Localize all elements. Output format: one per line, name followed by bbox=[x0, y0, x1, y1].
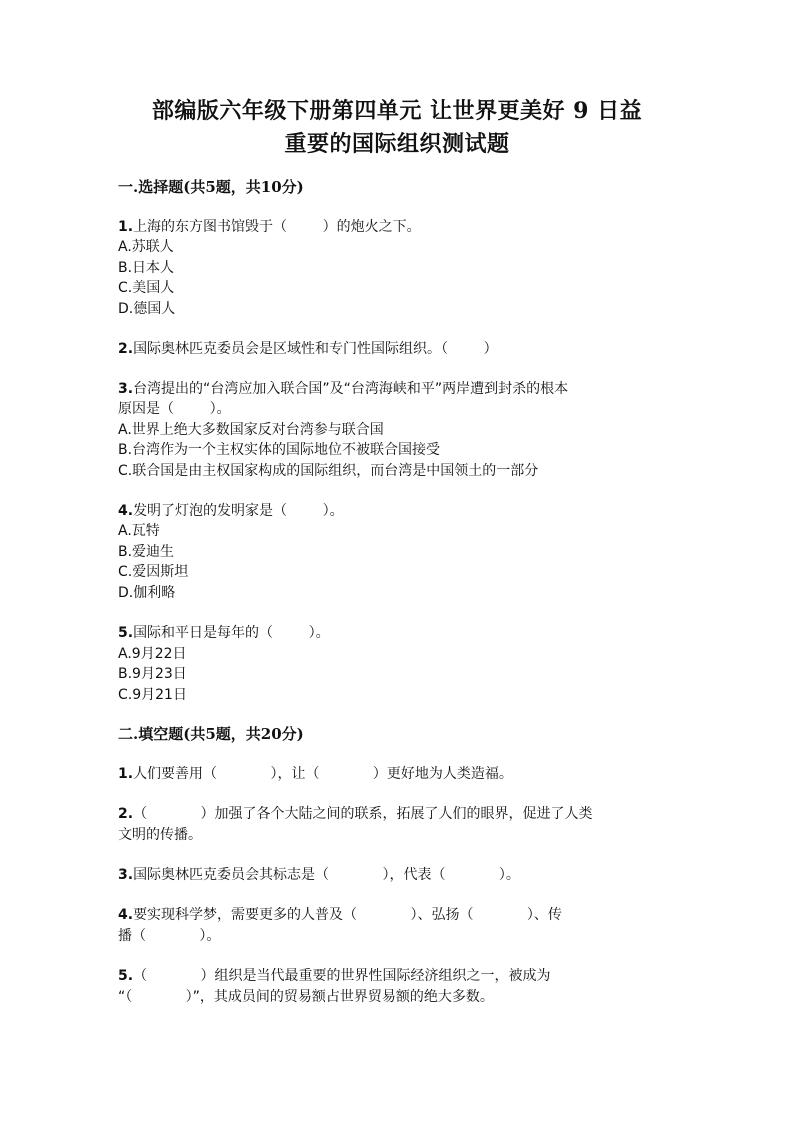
question-text: 发明了灯泡的发明家是（ ）。 bbox=[133, 503, 344, 519]
question-text: （ ）组织是当代最重要的世界性国际经济组织之一，被成为 bbox=[133, 968, 551, 984]
question-number: 5. bbox=[118, 625, 134, 641]
question-text-continued: “（ ）”，其成员间的贸易额占世界贸易额的绝大多数。 bbox=[118, 989, 494, 1005]
question-1-5 bbox=[118, 623, 678, 643]
page-title-line-1: 部编版六年级下册第四单元 让世界更美好 9 日益 bbox=[151, 98, 643, 124]
question-1-3 bbox=[118, 379, 678, 399]
question-number: 5. bbox=[118, 968, 134, 984]
page-title-line-2: 重要的国际组织测试题 bbox=[284, 131, 510, 157]
question-text: 要实现科学梦，需要更多的人普及（ ）、弘扬（ ）、传 bbox=[133, 907, 562, 923]
question-text-continued: 播（ ）。 bbox=[118, 928, 221, 944]
option-a: A.世界上绝大多数国家反对台湾参与联合国 bbox=[118, 422, 384, 438]
question-number: 2. bbox=[118, 341, 134, 357]
option-c: C.美国人 bbox=[118, 280, 175, 296]
question-text: 上海的东方图书馆毁于（ ）的炮火之下。 bbox=[133, 219, 421, 235]
option-c: C.联合国是由主权国家构成的国际组织，而台湾是中国领土的一部分 bbox=[118, 463, 539, 479]
option-c: C.9月21日 bbox=[118, 687, 187, 703]
question-text: 人们要善用（ ），让（ ）更好地为人类造福。 bbox=[133, 766, 513, 782]
option-b: B.台湾作为一个主权实体的国际地位不被联合国接受 bbox=[118, 442, 441, 458]
section-heading-fill-in-blank: 二.填空题(共5题，共20分) bbox=[118, 725, 304, 743]
option-d: D.伽利略 bbox=[118, 585, 176, 601]
question-text: （ ）加强了各个大陆之间的联系，拓展了人们的眼界，促进了人类 bbox=[133, 806, 593, 822]
question-number: 4. bbox=[118, 503, 134, 519]
question-text: 国际奥林匹克委员会是区域性和专门性国际组织。（ ） bbox=[133, 341, 498, 357]
option-b: B.9月23日 bbox=[118, 666, 187, 682]
option-d: D.德国人 bbox=[118, 301, 176, 317]
question-2-4 bbox=[118, 905, 678, 925]
question-2-5 bbox=[118, 966, 678, 986]
question-text-continued: 原因是（ ）。 bbox=[118, 401, 231, 417]
question-number: 3. bbox=[118, 381, 134, 397]
question-number: 1. bbox=[118, 219, 134, 235]
question-text: 国际奥林匹克委员会其标志是（ ），代表（ ）。 bbox=[133, 867, 520, 883]
option-a: A.瓦特 bbox=[118, 523, 160, 539]
question-number: 3. bbox=[118, 867, 134, 883]
option-a: A.9月22日 bbox=[118, 646, 187, 662]
section-heading-multiple-choice: 一.选择题(共5题，共10分) bbox=[118, 178, 304, 196]
option-a: A.苏联人 bbox=[118, 239, 174, 255]
question-1-4 bbox=[118, 501, 678, 521]
option-b: B.日本人 bbox=[118, 260, 175, 276]
question-2-3 bbox=[118, 865, 678, 885]
option-c: C.爱因斯坦 bbox=[118, 564, 189, 580]
question-number: 1. bbox=[118, 766, 134, 782]
option-b: B.爱迪生 bbox=[118, 544, 175, 560]
question-text-continued: 文明的传播。 bbox=[118, 827, 202, 843]
question-text: 台湾提出的“台湾应加入联合国”及“台湾海峡和平”两岸遭到封杀的根本 bbox=[133, 381, 569, 397]
question-text: 国际和平日是每年的（ ）。 bbox=[133, 625, 330, 641]
question-2-1 bbox=[118, 764, 678, 784]
question-2-2 bbox=[118, 804, 678, 824]
question-1-2 bbox=[118, 339, 678, 359]
question-number: 4. bbox=[118, 907, 134, 923]
question-1-1 bbox=[118, 217, 678, 237]
question-number: 2. bbox=[118, 806, 134, 822]
